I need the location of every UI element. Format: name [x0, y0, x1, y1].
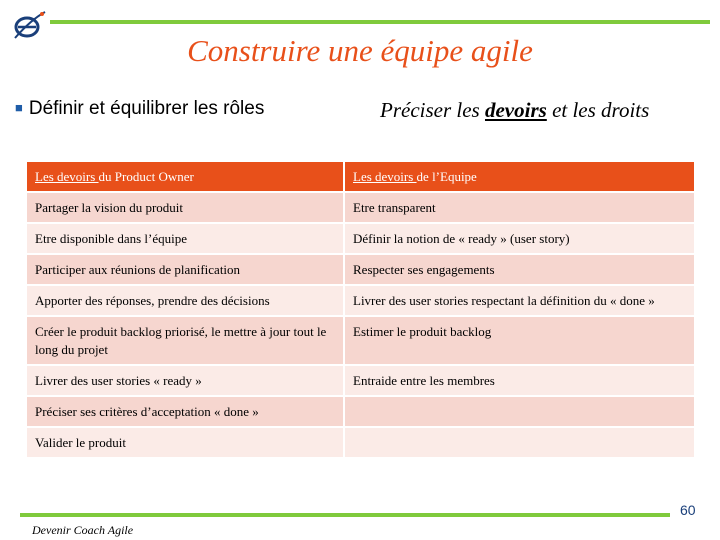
header-left-rest: du Product Owner: [98, 169, 194, 184]
header-right-rest: de l’Equipe: [416, 169, 477, 184]
subtitle-left: [15, 98, 264, 120]
header-product-owner: [26, 161, 344, 192]
page-title: Construire une équipe agile: [187, 33, 533, 68]
header-equipe: [344, 161, 695, 192]
cell-po: Valider le produit: [26, 427, 344, 458]
cell-po: Partager la vision du produit: [26, 192, 344, 223]
table-row: [26, 254, 695, 285]
table-header-row: [26, 161, 695, 192]
cell-equipe: Respecter ses engagements: [344, 254, 695, 285]
subtitle-right-before: Préciser les: [380, 98, 485, 122]
page-number: 60: [680, 502, 696, 518]
table-row: [26, 192, 695, 223]
footer-text: Devenir Coach Agile: [32, 523, 134, 537]
subtitle-left-text: Définir et équilibrer les rôles: [28, 98, 265, 119]
cell-po: Apporter des réponses, prendre des décisions: [26, 285, 344, 316]
cell-equipe: Estimer le produit backlog: [344, 316, 695, 365]
cell-po: Livrer des user stories « ready »: [26, 365, 344, 396]
table-row: [26, 316, 695, 365]
cell-equipe: Entraide entre les membres: [344, 365, 695, 396]
table-row: [26, 285, 695, 316]
top-divider-line: [50, 20, 710, 24]
cell-po: Créer le produit backlog priorisé, le mettre à jour tout le long du projet: [26, 316, 344, 365]
table-row: [26, 396, 695, 427]
cell-po: Préciser ses critères d’acceptation « done »: [26, 396, 344, 427]
square-bullet-icon: ■: [15, 100, 23, 115]
header-right-underlined: Les devoirs: [353, 169, 417, 184]
roles-table: [25, 160, 696, 459]
table-row: [26, 223, 695, 254]
bottom-divider-line: [20, 513, 670, 517]
cell-equipe: Livrer des user stories respectant la définition du « done »: [344, 285, 695, 316]
cell-po: Participer aux réunions de planification: [26, 254, 344, 285]
subtitle-right-after: et les droits: [546, 98, 650, 122]
cell-equipe: [344, 396, 695, 427]
subtitle-right: [380, 98, 649, 123]
header-left-underlined: Les devoirs: [35, 169, 99, 184]
cell-equipe: Définir la notion de « ready » (user story): [344, 223, 695, 254]
table-row: [26, 365, 695, 396]
table-row: [26, 427, 695, 458]
subtitle-right-emphasis: devoirs: [484, 98, 547, 122]
cell-equipe: [344, 427, 695, 458]
cell-equipe: Etre transparent: [344, 192, 695, 223]
cell-po: Etre disponible dans l’équipe: [26, 223, 344, 254]
